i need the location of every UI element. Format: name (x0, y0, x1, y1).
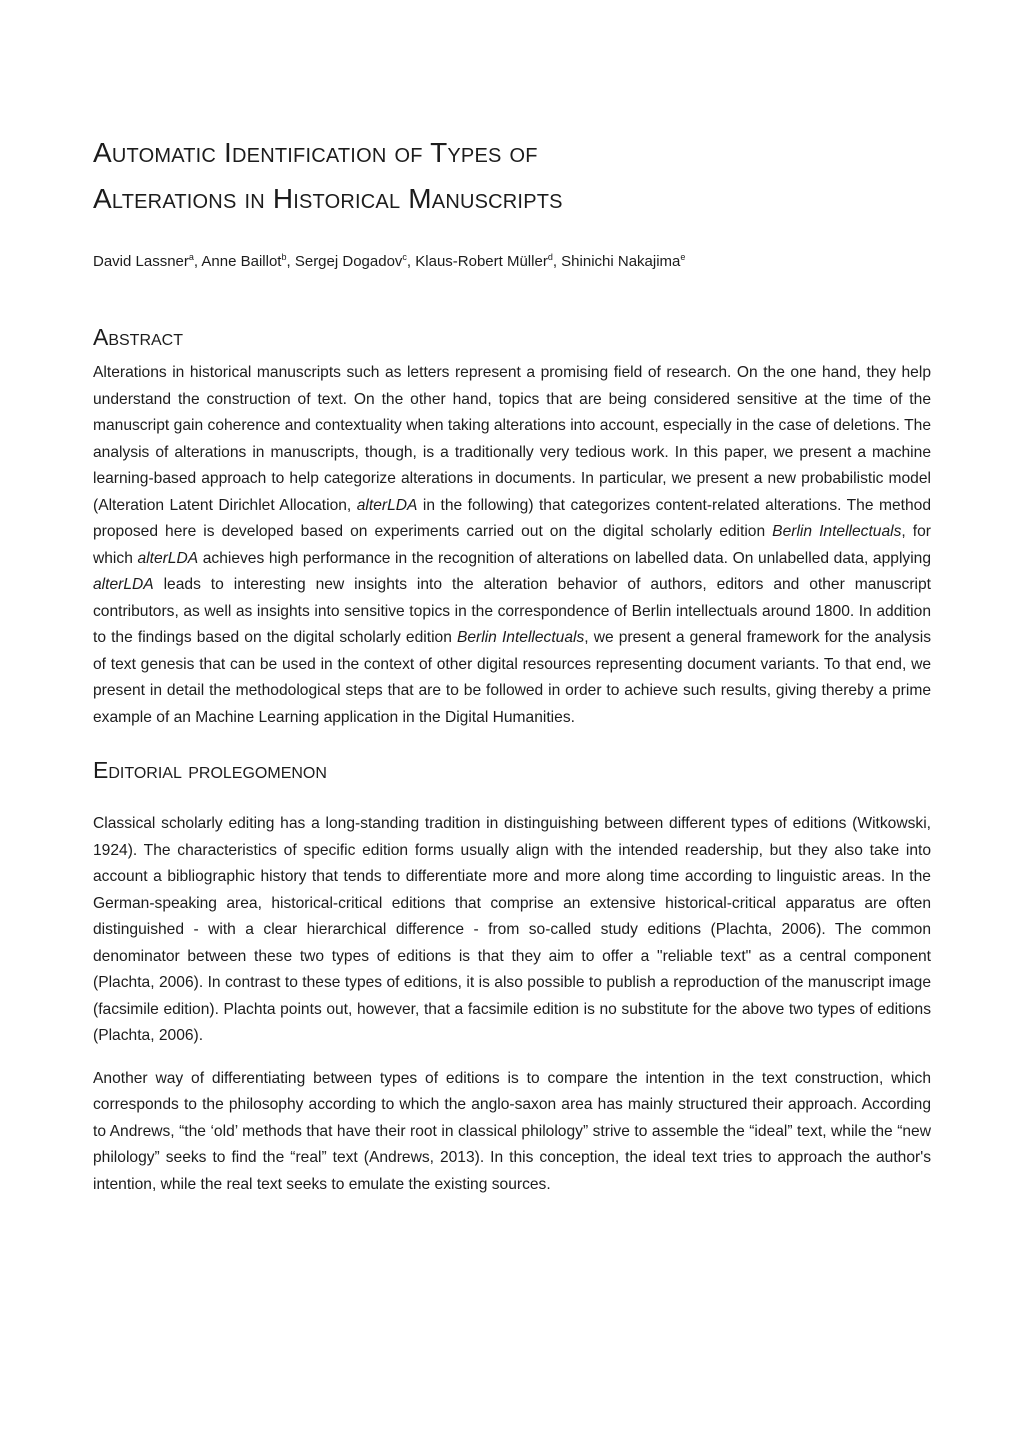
affiliation-mark: b (281, 252, 287, 262)
abstract-text: Alterations in historical manuscripts such as letters represent a promising field of research. On the one hand, they help understand the construction of text. On the other hand, topics that are being considered sensitive at the time of the manuscript gain coherence and contextuality when taking alterations into account, especially in the case of deletions. The analysis of alterations in manuscripts, though, is a traditionally very tedious work. In this paper, we present a machine learning-based approach to help categorize alterations in documents. In particular, we present a new probabilistic model (Alteration Latent Dirichlet Allocation, (93, 364, 931, 514)
abstract-text: achieves high performance in the recognition of alterations on labelled data. On unlabelled data, applying (198, 549, 932, 567)
author-name: Shinichi Nakajima (561, 253, 681, 270)
edition-name: Berlin Intellectuals (456, 629, 585, 646)
author-name: Klaus-Robert Müller (415, 253, 548, 270)
author (561, 253, 685, 270)
model-name: alterLDA (356, 496, 418, 514)
author-separator: , (406, 253, 416, 270)
paper-title (93, 130, 931, 222)
author (93, 253, 201, 270)
affiliation-mark: d (547, 252, 553, 262)
title-line-1: Automatic Identification of Types of (93, 137, 538, 168)
model-name: alterLDA (137, 549, 199, 567)
author-list (93, 252, 931, 272)
author-separator: , (193, 253, 202, 270)
author-name: Anne Baillot (201, 253, 282, 270)
title-line-2: Alterations in Historical Manuscripts (93, 183, 563, 214)
edition-name: Berlin Intellectuals (772, 523, 902, 540)
editorial-paragraph-2: Another way of differentiating between types of editions is to compare the intention in the text construction, which corresponds to the philosophy according to which the anglo-saxon area has mainly structured their approach. According to Andrews, “the ‘old’ methods that have their root in classical philology” strive to assemble the “ideal” text, while the “new philology” seeks to find the “real” text (Andrews, 2013). In this conception, the ideal text tries to approach the author's intention, while the real text seeks to emulate the existing sources. (93, 1069, 931, 1193)
affiliation-mark: e (680, 252, 686, 262)
editorial-heading: Editorial prolegomenon (93, 757, 327, 783)
affiliation-mark: a (188, 252, 194, 262)
author-separator: , (286, 253, 295, 270)
abstract-text: leads to interesting new insights into the alteration behavior of authors, editors and other manuscript contributors, as well as insights into sensitive topics in the correspondence of Berlin intellectuals around 1800. In addition to the findings based on the digital scholarly edition (93, 576, 931, 646)
model-name: alterLDA (93, 576, 154, 593)
author-name: Sergej Dogadov (294, 253, 403, 270)
affiliation-mark: c (402, 252, 407, 262)
abstract-paragraph (93, 360, 931, 731)
author-name: David Lassner (93, 253, 189, 270)
abstract-text: in the following) that categorizes content-related alterations. The method proposed here is developed based on experiments carried out on the digital scholarly edition (93, 496, 931, 540)
abstract-text: , we present a general framework for the analysis of text genesis that can be used in the context of other digital resources representing document variants. To that end, we present in detail the methodological steps that are to be followed in order to achieve such results, giving thereby a prime example of an Machine Learning application in the Digital Humanities. (93, 629, 931, 726)
abstract-text: , for which (93, 523, 931, 567)
author (201, 253, 294, 270)
editorial-paragraph-1: Classical scholarly editing has a long-standing tradition in distinguishing between different types of editions (Witkowski, 1924). The characteristics of specific edition forms usually align with the intended readership, but they also take into account a bibliographic history that tends to differentiate more and more along time according to linguistic areas. In the German-speaking area, historical-critical editions that comprise an extensive historical-critical apparatus are often distinguished - with a clear hierarchical difference - from so-called study editions (Plachta, 2006). The common denominator between these two types of editions is that they aim to offer a "reliable text" as a central component (Plachta, 2006). In contrast to these types of editions, it is also possible to publish a reproduction of the manuscript image (facsimile edition). Plachta points out, however, that a facsimile edition is no substitute for the above two types of editions (Plachta, 2006). (93, 815, 931, 1044)
abstract-heading: Abstract (93, 324, 184, 350)
author (295, 253, 415, 270)
author-separator: , (552, 253, 562, 270)
author (415, 253, 561, 270)
paper-page (93, 130, 931, 1198)
